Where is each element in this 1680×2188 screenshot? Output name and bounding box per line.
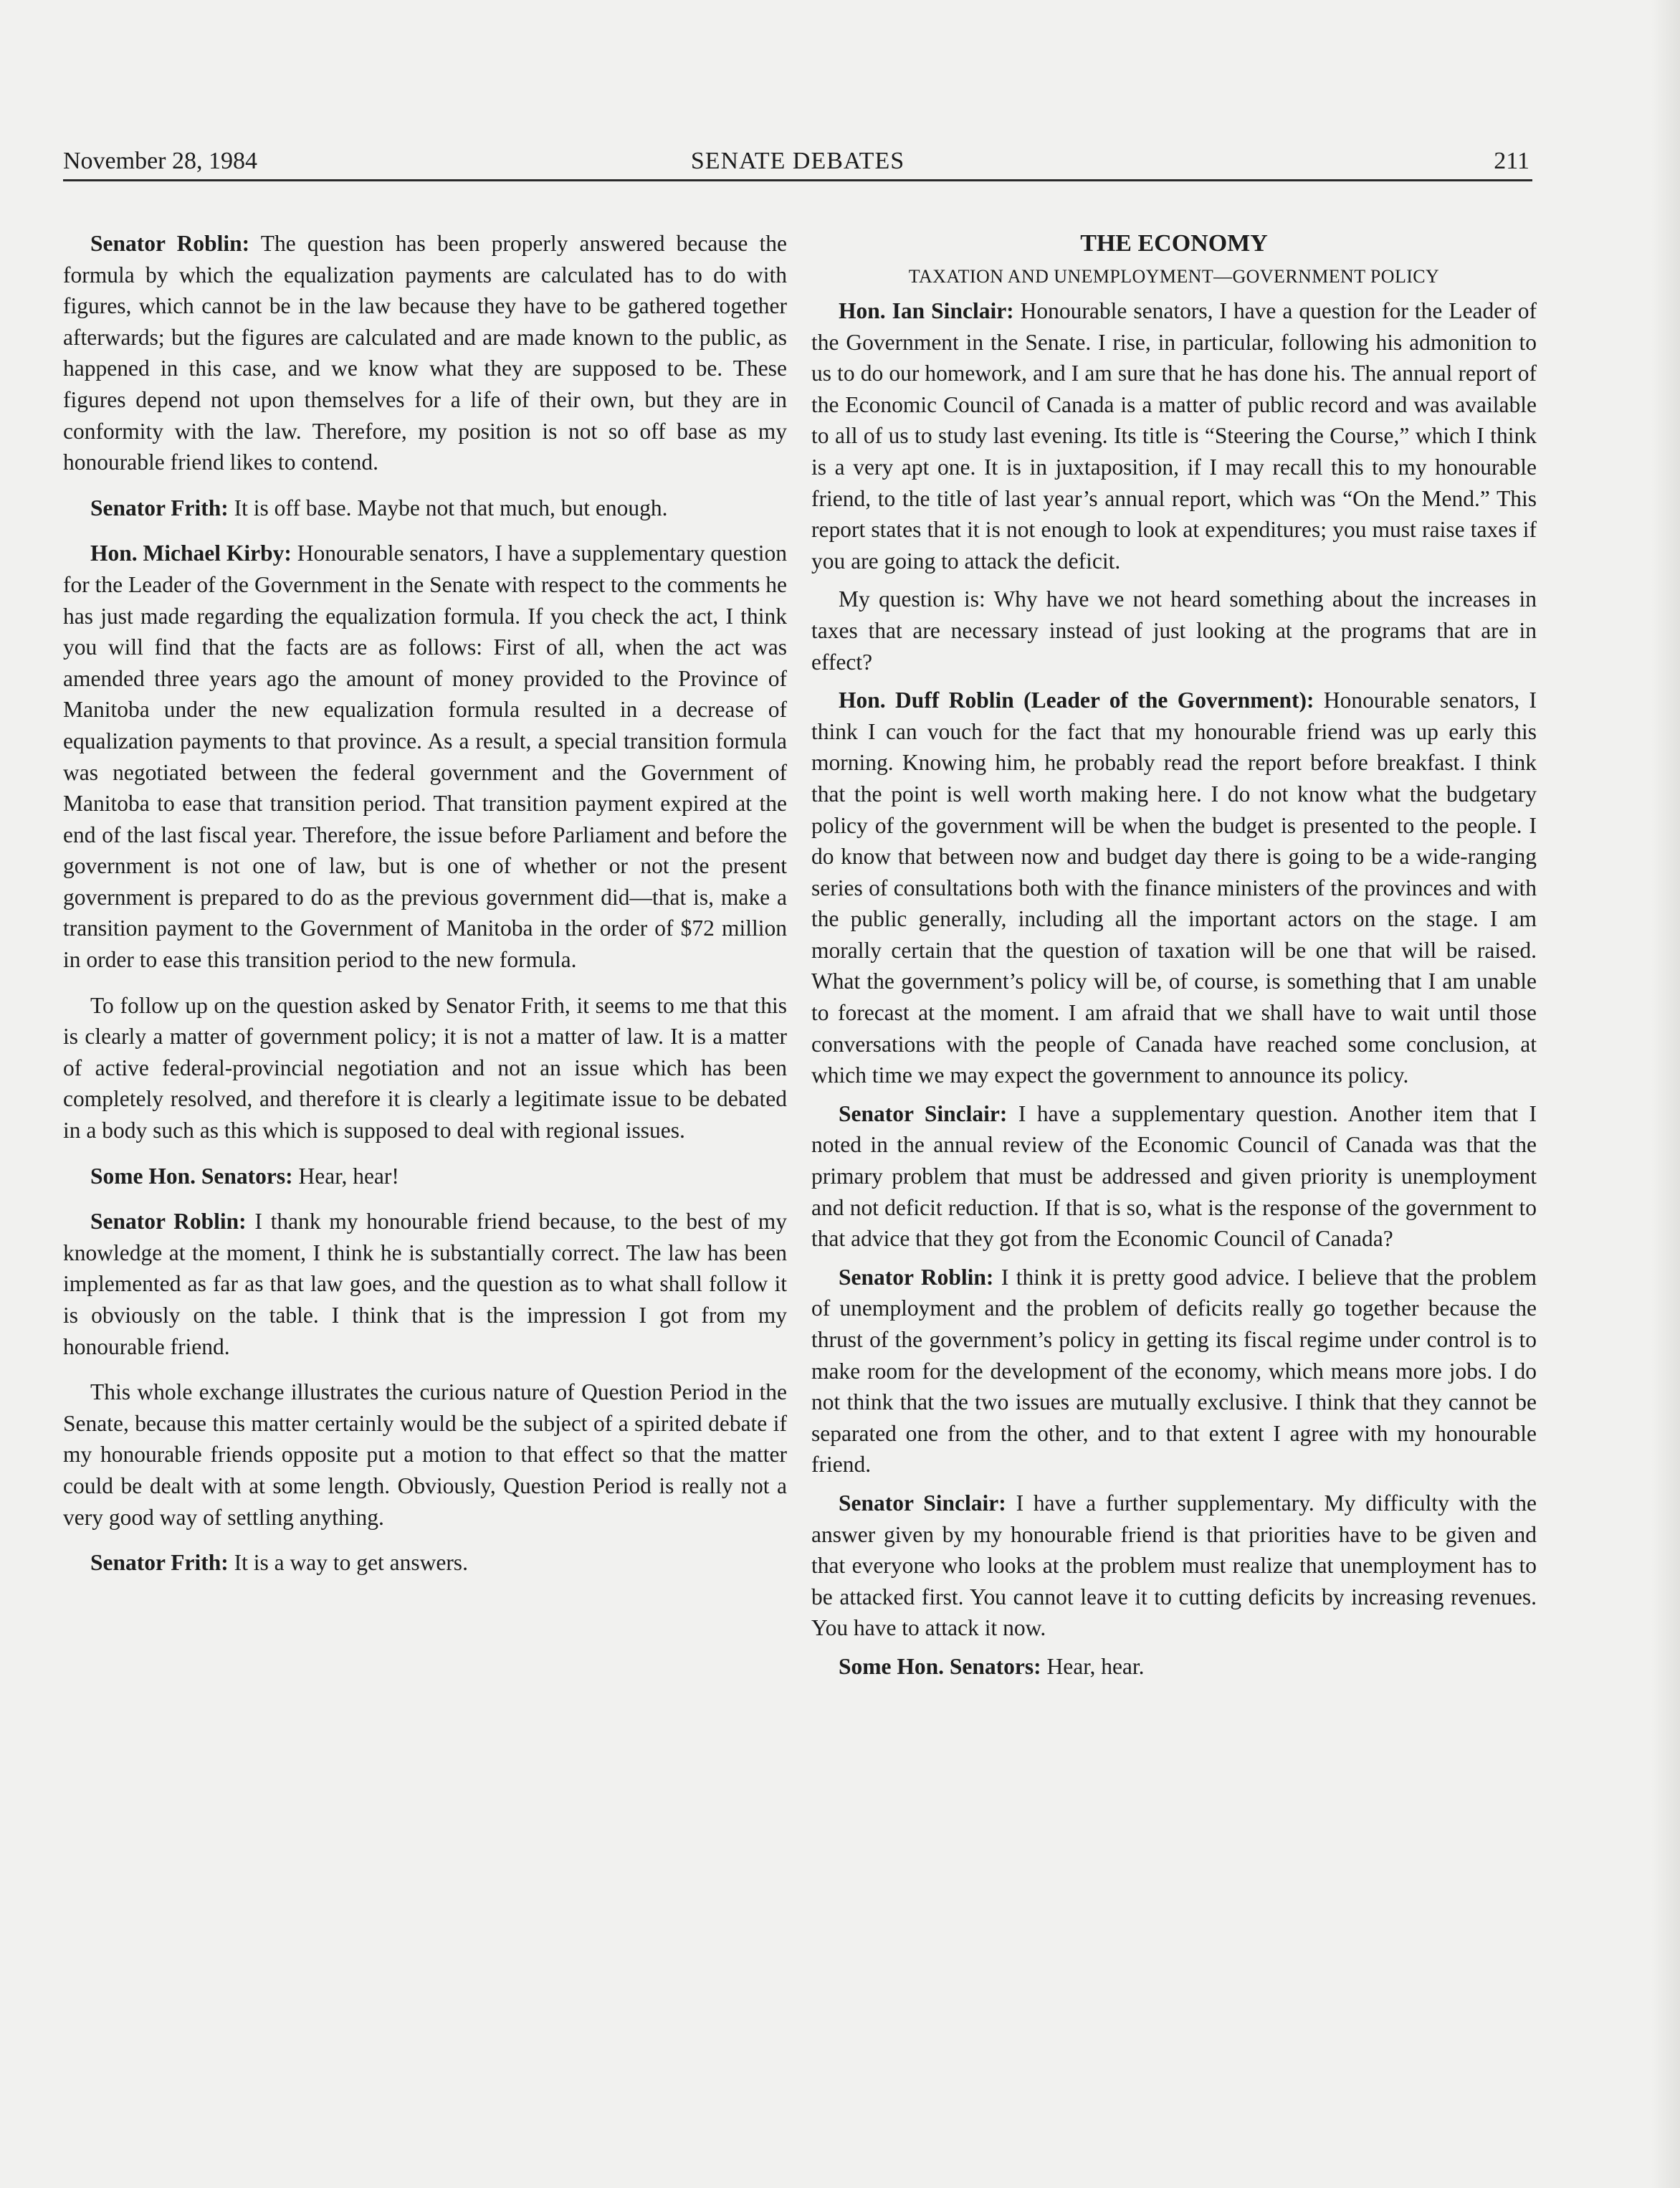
paragraph (63, 228, 787, 478)
speaker-name: Senator Roblin: (90, 1209, 247, 1235)
paragraph-text: I think it is pretty good advice. I believe that the problem of unemployment and the problem of deficits really go together because the thrust of the government’s policy in getting its fiscal regime under control is to make room for the development of the economy, which means more jobs. I do not think that the two issues are mutually exclusive. I think that they cannot be separated one from the other, and to that extent I agree with my honourable friend. (811, 1264, 1537, 1478)
speaker-name: Senator Frith: (90, 1550, 229, 1576)
paragraph (63, 493, 787, 524)
speaker-name: Some Hon. Senators: (839, 1653, 1041, 1679)
paragraph (63, 538, 787, 975)
section-title: THE ECONOMY (1080, 230, 1268, 257)
paragraph (811, 1098, 1537, 1255)
speaker-name: Senator Roblin: (839, 1264, 994, 1290)
header-page-number: 211 (1494, 148, 1529, 174)
right-column (811, 228, 1537, 1690)
paragraph-text: Hear, hear. (1041, 1653, 1145, 1679)
paragraph (811, 1262, 1537, 1480)
paragraph-text: To follow up on the question asked by Senator Frith, it seems to me that this is clearly a matter of government policy; it is not a matter of law. It is a matter of active federal-provincial negotiation and not an issue which has been completely resolved, and therefore it is clearly a legitimate issue to be debated in a body such as this which is supposed to deal with regional issues. (63, 992, 787, 1143)
paragraph-text: I have a further supplementary. My difficulty with the answer given by my honourable friend is that priorities have to be given and that everyone who looks at the problem must realize that unemployment has to be attacked first. You cannot leave it to cutting deficits by increasing revenues. You have to attack it now. (811, 1490, 1537, 1641)
speaker-name: Senator Frith: (90, 495, 229, 520)
speaker-name: Hon. Ian Sinclair: (839, 298, 1014, 323)
paragraph-text: Honourable senators, I have a supplementary question for the Leader of the Government in the Senate with respect to the comments he has just made regarding the equalization formula. If you check the act, I think you will find that the facts are as follows: First of all, when the act was amended three years ago the amount of money provided to the Province of Manitoba under the new equalization formula resulted in a decrease of equalization payments to that province. As a result, a special transition formula was negotiated between the federal government and the Government of Manitoba to ease that transition period. That transition payment expired at the end of the last fiscal year. Therefore, the issue before Parliament and before the government is not one of law, but is one of whether or not the present government is prepared to do as the previous government did—that is, make a transition payment to the Government of Manitoba in the order of $72 million in order to ease this transition period to the new formula. (63, 541, 788, 973)
speaker-name: Senator Sinclair: (839, 1490, 1006, 1516)
speaker-name: Senator Roblin: (90, 231, 250, 256)
speaker-name: Hon. Duff Roblin (Leader of the Government): (839, 688, 1314, 713)
paragraph-text: Honourable senators, I think I can vouch for the fact that my honourable friend was up early this morning. Knowing him, he probably read the report before breakfast. I think that the point is well worth making here. I do not know what the budgetary policy of the government will be when the budget is presented to the people. I do know that between now and budget day there is going to be a wide-ranging series of consultations both with the finance ministers of the provinces and with the public generally, including all the important actors on the stage. I am morally certain that the question of taxation will be one that will be raised. What the government’s policy will be, of course, is something that I am unable to forecast at the moment. I am afraid that we shall have to wait until those conversations with the people of Canada have reached some conclusion, at which time we may expect the government to announce its policy. (811, 688, 1537, 1088)
paragraph-text: My question is: Why have we not heard something about the increases in taxes that are necessary instead of just looking at the programs that are in effect? (811, 586, 1537, 675)
left-column (63, 228, 787, 1593)
paragraph (63, 1547, 787, 1579)
paragraph-text: Honourable senators, I have a question for the Leader of the Government in the Senate. I rise, in particular, following his admonition to us to do our homework, and I am sure that he has done his. The annual report of the Economic Council of Canada is a matter of public record and was available to all of us to study last evening. Its title is “Steering the Course,” which I think is a very apt one. It is in juxtaposition, if I may recall this to my honourable friend, to the title of last year’s annual report, which was “On the Mend.” This report states that it is not enough to look at expenditures; you must raise taxes if you are going to attack the deficit. (811, 298, 1537, 574)
paragraph (63, 1206, 787, 1362)
speaker-name: Senator Sinclair: (839, 1100, 1008, 1126)
paragraph (63, 1161, 787, 1192)
paragraph (63, 1376, 787, 1533)
paragraph (63, 990, 787, 1146)
page-edge-shadow (1651, 0, 1680, 2188)
paragraph (811, 1651, 1537, 1683)
speaker-name: Hon. Michael Kirby: (90, 541, 292, 566)
paragraph-text: It is a way to get answers. (228, 1550, 468, 1576)
header-date: November 28, 1984 (63, 148, 258, 174)
paragraph-text: I have a supplementary question. Another item that I noted in the annual review of the Economic Council of Canada was that the primary problem that must be addressed and given priority is unemployment and not deficit reduction. If that is so, what is the response of the government to that advice that they got from the Economic Council of Canada? (811, 1100, 1537, 1252)
paragraph (811, 584, 1537, 677)
paragraph (811, 295, 1537, 576)
paragraph-text: It is off base. Maybe not that much, but enough. (228, 495, 668, 520)
paragraph (811, 1488, 1537, 1644)
paragraph-text: The question has been properly answered because the formula by which the equalization payments are calculated has to do with figures, which cannot be in the law because they have to be gathered together afterwards; but the figures are calculated and are made known to the public, as happened in this case, and we know what they are supposed to be. These figures depend not upon themselves for a life of their own, but they are in conformity with the law. Therefore, my position is not so off base as my honourable friend likes to contend. (63, 231, 788, 475)
speaker-name: Some Hon. Senators: (90, 1163, 293, 1189)
paragraph-text: This whole exchange illustrates the curious nature of Question Period in the Senate, because this matter certainly would be the subject of a spirited debate if my honourable friends opposite put a motion to that effect so that the matter could be dealt with at some length. Obviously, Question Period is really not a very good way of settling anything. (63, 1379, 787, 1530)
paragraph (811, 685, 1537, 1091)
paragraph-text: I thank my honourable friend because, to the best of my knowledge at the moment, I think he is substantially correct. The law has been implemented as far as that law goes, and the question as to what shall follow it is obviously on the table. I think that is the impression I got from my honourable friend. (63, 1209, 787, 1359)
header-title: SENATE DEBATES (690, 148, 905, 174)
page-header (63, 142, 1532, 181)
section-subtitle: TAXATION AND UNEMPLOYMENT—GOVERNMENT POLICY (908, 266, 1440, 287)
paragraph-text: Hear, hear! (292, 1163, 399, 1189)
